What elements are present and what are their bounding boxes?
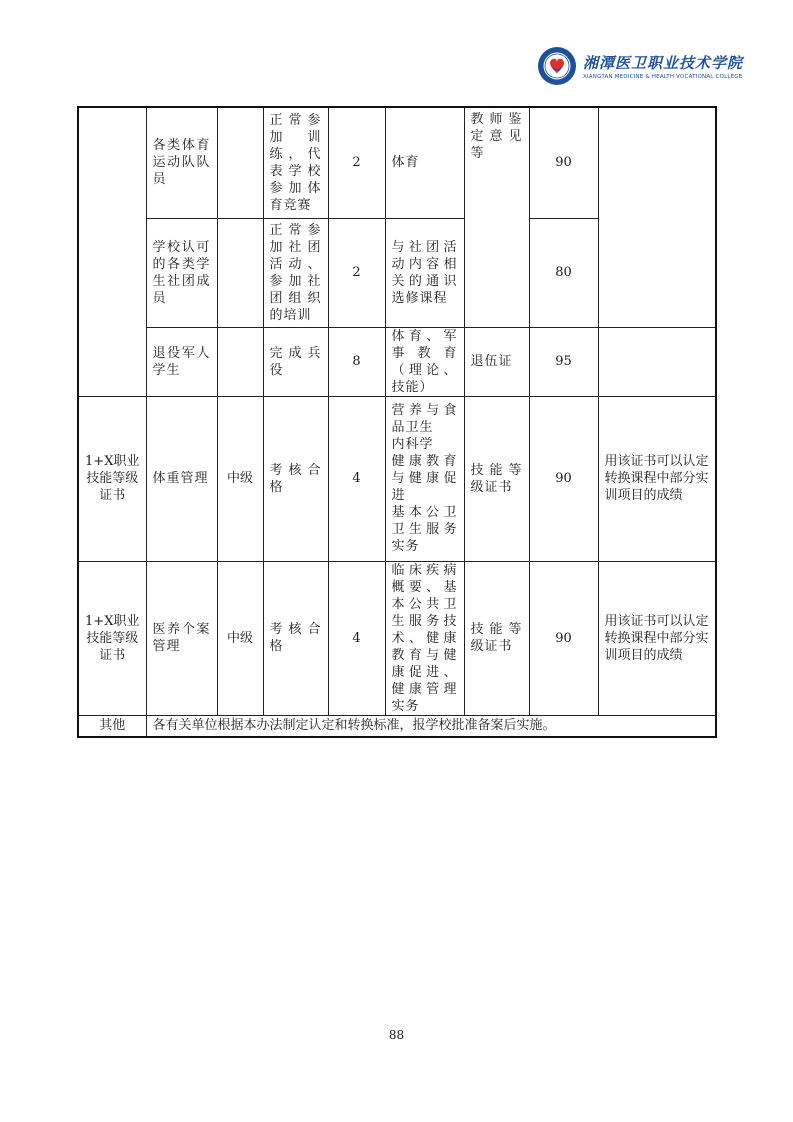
item-cell: 体重管理 <box>146 396 217 561</box>
note-cell: 用该证书可以认定转换课程中部分实训项目的成绩 <box>598 396 716 561</box>
item-cell: 各类体育运动队队员 <box>146 107 217 218</box>
credits-cell: 2 <box>328 218 385 327</box>
score-cell: 90 <box>529 107 598 218</box>
condition-cell: 完成兵役 <box>263 327 328 396</box>
proof-cell: 退伍证 <box>464 327 529 396</box>
category-cell: 1+X职业技能等级证书 <box>78 561 146 715</box>
condition-cell: 正常参加社团活动、参加社团组织的培训 <box>263 218 328 327</box>
table-row-other <box>78 715 716 737</box>
item-cell: 退役军人学生 <box>146 327 217 396</box>
course-cell: 临床疾病概要、基本公共卫生服务技术、健康教育与健康促进、健康管理实务 <box>385 561 464 715</box>
proof-cell: 技能等级证书 <box>464 396 529 561</box>
score-cell: 80 <box>529 218 598 327</box>
condition-cell: 考核合格 <box>263 396 328 561</box>
credit-conversion-table <box>77 106 717 738</box>
course-cell: 体育 <box>385 107 464 218</box>
header-logo <box>537 44 757 88</box>
category-cell: 1+X职业技能等级证书 <box>78 396 146 561</box>
credits-cell: 2 <box>328 107 385 218</box>
level-cell <box>217 218 263 327</box>
item-cell: 学校认可的各类学生社团成员 <box>146 218 217 327</box>
credits-cell: 8 <box>328 327 385 396</box>
note-cell <box>598 107 716 327</box>
proof-cell: 技能等级证书 <box>464 561 529 715</box>
level-cell <box>217 107 263 218</box>
score-cell: 90 <box>529 561 598 715</box>
condition-cell: 考核合格 <box>263 561 328 715</box>
course-cell: 与社团活动内容相关的通识选修课程 <box>385 218 464 327</box>
school-name-en: XIANGTAN MEDICINE & HEALTH VOCATIONAL COLLEGE <box>583 74 743 80</box>
note-cell <box>598 327 716 396</box>
score-cell: 95 <box>529 327 598 396</box>
level-cell: 中级 <box>217 561 263 715</box>
course-cell: 体育、军事教育（理论、技能） <box>385 327 464 396</box>
table-row <box>78 396 716 561</box>
other-label: 其他 <box>78 715 146 737</box>
level-cell: 中级 <box>217 396 263 561</box>
level-cell <box>217 327 263 396</box>
credits-cell: 4 <box>328 561 385 715</box>
other-text: 各有关单位根据本办法制定认定和转换标准，报学校批准备案后实施。 <box>146 715 716 737</box>
item-cell: 医养个案管理 <box>146 561 217 715</box>
school-name-zh: 湘潭医卫职业技术学院 <box>583 54 744 72</box>
page-number: 88 <box>388 1028 405 1042</box>
course-cell: 营养与食品卫生 内科学 健康教育与健康促进 基本公卫卫生服务实务 <box>385 396 464 561</box>
table-row <box>78 327 716 396</box>
credits-cell: 4 <box>328 396 385 561</box>
proof-cell: 教师鉴定意见等 <box>464 107 529 327</box>
table-row <box>78 107 716 218</box>
category-cell-empty <box>78 107 146 396</box>
note-cell: 用该证书可以认定转换课程中部分实训项目的成绩 <box>598 561 716 715</box>
score-cell: 90 <box>529 396 598 561</box>
table-row <box>78 561 716 715</box>
condition-cell: 正常参加训练，代表学校参加体育竞赛 <box>263 107 328 218</box>
school-seal-icon <box>537 46 577 86</box>
